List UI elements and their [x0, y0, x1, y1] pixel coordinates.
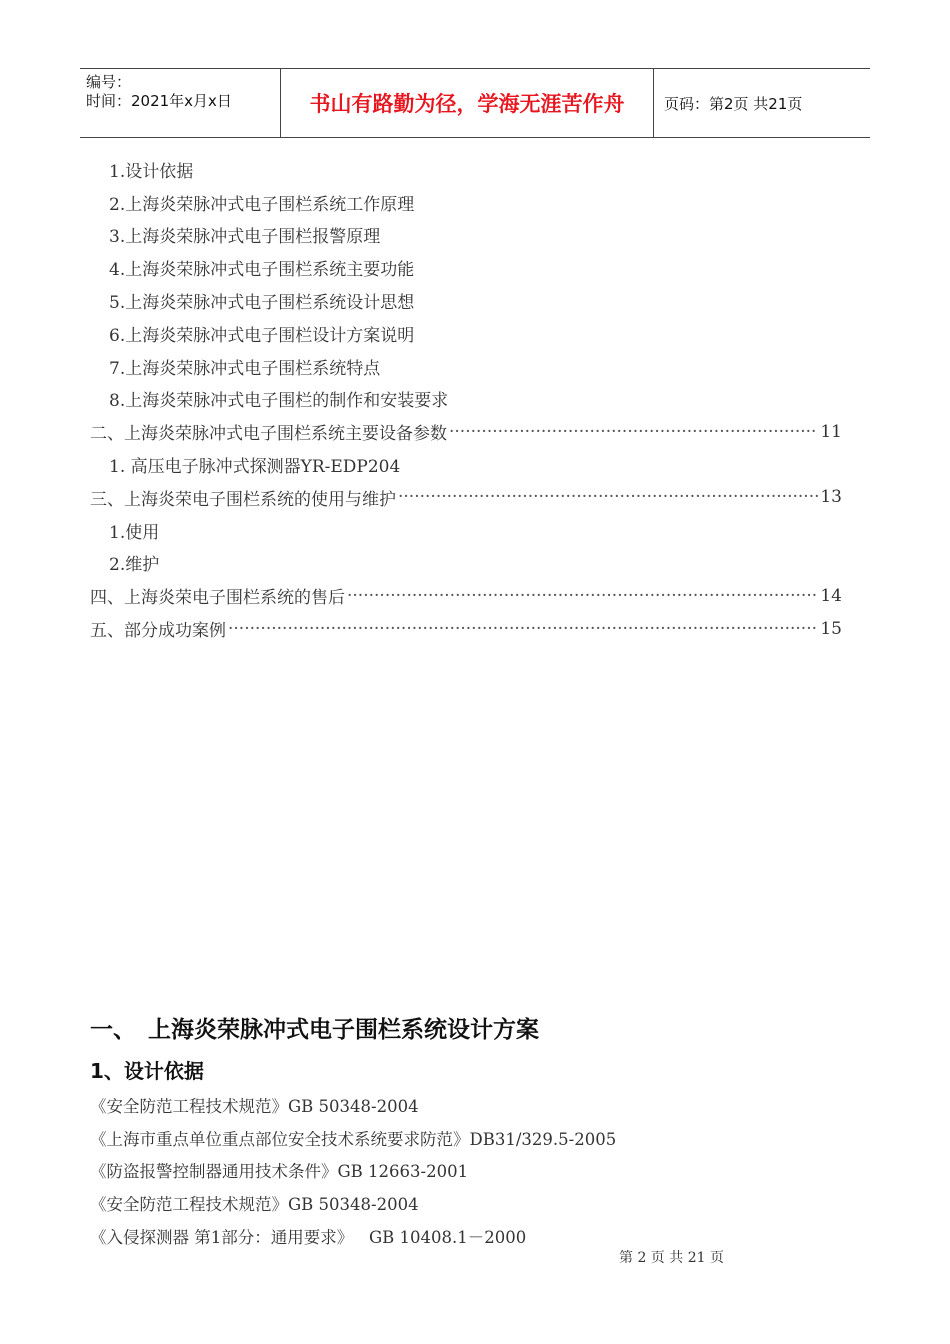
toc-entry-text: 6.上海炎荣脉冲式电子围栏设计方案说明	[109, 325, 415, 346]
reference-item: 《入侵探测器 第1部分：通用要求》 GB 10408.1－2000	[90, 1227, 527, 1247]
toc-entry-text: 8.上海炎荣脉冲式电子围栏的制作和安装要求	[109, 391, 449, 412]
reference-item: 《安全防范工程技术规范》GB 50348-2004	[90, 1097, 419, 1117]
toc-dot-leader	[228, 619, 818, 639]
header-motto: 书山有路勤为径，学海无涯苦作舟	[281, 69, 654, 137]
toc-page-number: 11	[820, 421, 842, 442]
toc-entry[interactable]	[90, 153, 842, 186]
toc-entry-text: 1.使用	[109, 522, 160, 543]
toc-entry-text: 5.上海炎荣脉冲式电子围栏系统设计思想	[109, 293, 415, 314]
toc-entry-text: 1. 高压电子脉冲式探测器YR-EDP204	[109, 457, 401, 478]
reference-item: 《上海市重点单位重点部位安全技术系统要求防范》DB31/329.5-2005	[90, 1129, 617, 1149]
reference-list	[90, 1089, 870, 1252]
toc-entry-text: 2.维护	[109, 555, 160, 576]
toc-entry[interactable]	[90, 514, 842, 547]
toc-entry[interactable]	[90, 383, 842, 416]
toc-dot-leader	[449, 422, 818, 442]
toc-page-number: 13	[820, 487, 842, 508]
toc-entry[interactable]	[90, 186, 842, 219]
toc-entry-text: 五、部分成功案例	[90, 621, 226, 642]
reference-item: 《防盗报警控制器通用技术条件》GB 12663-2001	[90, 1162, 469, 1182]
toc-entry[interactable]	[90, 251, 842, 284]
toc-page-number: 14	[820, 585, 842, 606]
toc-entry[interactable]	[90, 219, 842, 252]
toc-entry[interactable]	[90, 481, 842, 514]
toc-entry[interactable]	[90, 547, 842, 580]
toc-entry-text: 1.设计依据	[109, 161, 194, 182]
toc-entry-text: 四、上海炎荣电子围栏系统的售后	[90, 588, 345, 609]
header-page-info: 页码：第2页 共21页	[664, 94, 803, 113]
toc-dot-leader	[347, 586, 818, 606]
toc-entry[interactable]	[90, 612, 842, 645]
toc-entry-text: 4.上海炎荣脉冲式电子围栏系统主要功能	[109, 260, 415, 281]
toc-entry[interactable]	[90, 448, 842, 481]
number-label: 编号：	[86, 73, 132, 91]
toc-page-number: 15	[820, 618, 842, 639]
toc-entry-text: 二、上海炎荣脉冲式电子围栏系统主要设备参数	[90, 424, 447, 445]
toc-entry-text: 2.上海炎荣脉冲式电子围栏系统工作原理	[109, 194, 415, 215]
time-label: 时间：2021年x月x日	[86, 92, 232, 110]
toc-entry[interactable]	[90, 350, 842, 383]
toc-dot-leader	[398, 487, 818, 507]
reference-item: 《安全防范工程技术规范》GB 50348-2004	[90, 1195, 419, 1215]
subsection-heading: 1、设计依据	[90, 1059, 204, 1083]
section-number: 一、	[90, 1017, 136, 1043]
toc-entry[interactable]	[90, 415, 842, 448]
header-meta	[80, 69, 281, 137]
page-footer: 第 2 页 共 21 页	[619, 1250, 724, 1266]
section-title: 上海炎荣脉冲式电子围栏系统设计方案	[148, 1017, 539, 1043]
toc-entry[interactable]	[90, 317, 842, 350]
page-header	[80, 68, 870, 138]
table-of-contents	[90, 153, 842, 645]
section-heading	[90, 1011, 539, 1044]
toc-entry-text: 三、上海炎荣电子围栏系统的使用与维护	[90, 489, 396, 510]
toc-entry[interactable]	[90, 579, 842, 612]
toc-entry[interactable]	[90, 284, 842, 317]
toc-entry-text: 3.上海炎荣脉冲式电子围栏报警原理	[109, 227, 381, 248]
toc-entry-text: 7.上海炎荣脉冲式电子围栏系统特点	[109, 358, 381, 379]
